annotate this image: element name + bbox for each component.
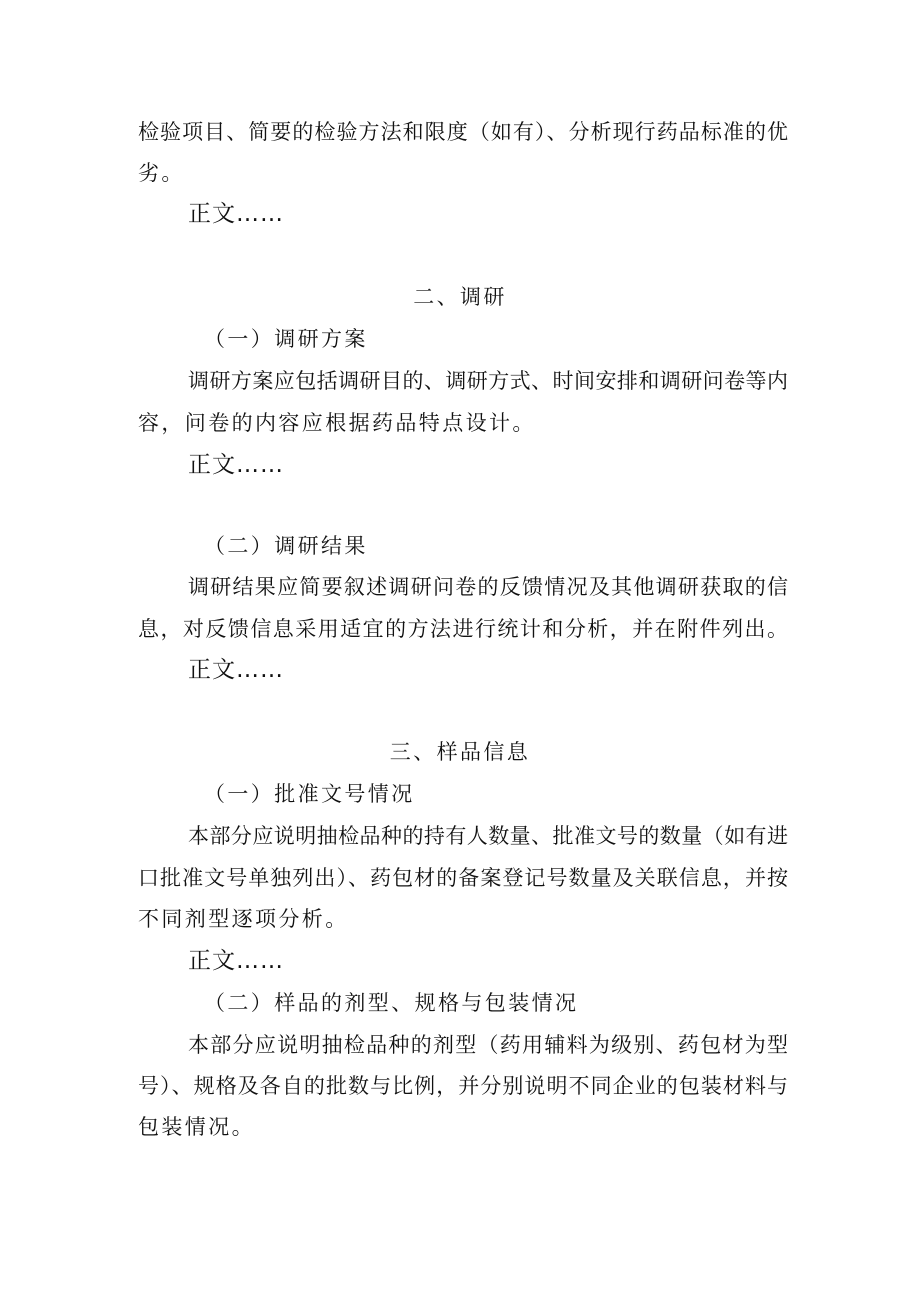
intro-paragraph-line: 劣。 [138, 161, 185, 185]
body-placeholder: 正文…… [188, 948, 284, 974]
body-placeholder: 正文…… [188, 657, 284, 683]
research-plan-paragraph-line: 调研方案应包括调研目的、调研方式、时间安排和调研问卷等内 [188, 369, 788, 393]
subheading-approval-numbers: （一）批准文号情况 [204, 782, 415, 806]
subheading-research-results: （二）调研结果 [204, 534, 368, 558]
approval-numbers-paragraph-line: 本部分应说明抽检品种的持有人数量、批准文号的数量（如有进 [188, 824, 788, 848]
subheading-research-plan: （一）调研方案 [204, 327, 368, 351]
dosage-spec-packaging-paragraph-line: 包装情况。 [138, 1115, 255, 1139]
research-results-paragraph-line: 息，对反馈信息采用适宜的方法进行统计和分析，并在附件列出。 [138, 617, 788, 641]
approval-numbers-paragraph-line: 口批准文号单独列出）、药包材的备案登记号数量及关联信息，并按 [138, 866, 788, 890]
subheading-dosage-spec-packaging: （二）样品的剂型、规格与包装情况 [204, 991, 579, 1015]
body-placeholder: 正文…… [188, 201, 284, 227]
research-results-paragraph-line: 调研结果应简要叙述调研问卷的反馈情况及其他调研获取的信 [188, 575, 788, 599]
body-placeholder: 正文…… [188, 452, 284, 478]
intro-paragraph-line: 检验项目、简要的检验方法和限度（如有）、分析现行药品标准的优 [138, 120, 788, 144]
research-plan-paragraph-line: 容，问卷的内容应根据药品特点设计。 [138, 411, 536, 435]
dosage-spec-packaging-paragraph-line: 号）、规格及各自的批数与比例，并分别说明不同企业的包装材料与 [138, 1074, 788, 1098]
dosage-spec-packaging-paragraph-line: 本部分应说明抽检品种的剂型（药用辅料为级别、药包材为型 [188, 1033, 788, 1057]
section-heading-research: 二、调研 [413, 285, 507, 309]
approval-numbers-paragraph-line: 不同剂型逐项分析。 [138, 907, 349, 931]
section-heading-sample-info: 三、样品信息 [389, 740, 531, 764]
